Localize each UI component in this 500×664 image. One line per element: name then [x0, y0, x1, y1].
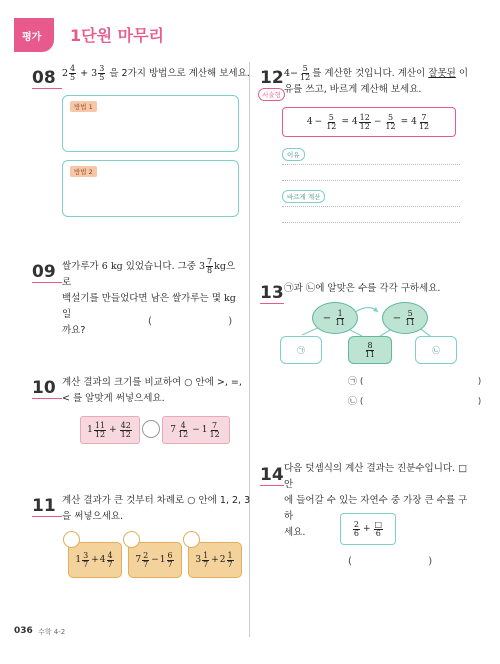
q09-number: 09: [32, 262, 56, 282]
q10-right-expression: 7 $\frac{4}{12}$ − 1 $\frac{7}{12}$: [162, 416, 230, 444]
q09-prompt: 쌀가루가 6 kg 있었습니다. 그중 3 $\frac{7}{8}$ kg으로 백설기를 만들었다면 남은 쌀가루는 몇 kg일 까요?: [62, 257, 236, 336]
q11-number: 11: [32, 496, 56, 516]
q13-prompt: ㉠과 ㉡에 알맞은 수를 각각 구하세요.: [284, 283, 441, 294]
page-number: 036: [14, 626, 33, 636]
q08-underline: [32, 88, 62, 89]
q13-box-a[interactable]: ㉠: [280, 336, 322, 364]
q13-answer-b[interactable]: ㉡ ( ): [348, 397, 482, 407]
header: [14, 18, 214, 46]
header-badge-text: 평가: [22, 32, 42, 43]
q11-card: 3 $\frac{1}{7}$ + 2 $\frac{1}{7}$: [188, 542, 242, 578]
q13-box-b[interactable]: ㉡: [415, 336, 457, 364]
q12-calculation-box: 4 − $\frac{5}{12}$ = 4 $\frac{12}{12}$ − $\frac{5}{12}$ = 4 $\frac{7}{12}$: [282, 107, 456, 137]
q09-answer-blank[interactable]: ( ): [148, 316, 233, 327]
q08-prompt: 2 $\frac{4}{5}$ + 3 $\frac{3}{5}$ 을 2가지 방법으로 계산해 보세요.: [62, 64, 250, 82]
q08-number: 08: [32, 68, 56, 88]
q11-underline: [32, 516, 62, 517]
q13-arrowhead: [373, 307, 378, 312]
method1-tag: 방법 1: [70, 101, 97, 112]
q12-correct-calc-line[interactable]: [282, 222, 460, 223]
q11-card: 1 $\frac{3}{7}$ + 4 $\frac{4}{7}$: [68, 542, 122, 578]
q12-number: 12: [260, 68, 284, 88]
column-divider: [249, 62, 250, 637]
q12-reason-line[interactable]: [282, 164, 460, 165]
q11-order-circle[interactable]: [183, 531, 200, 548]
q11-prompt: 계산 결과가 큰 것부터 차례로 ○ 안에 1, 2, 3 을 써넣으세요.: [62, 495, 251, 522]
q12-descriptive-badge: 서술형: [258, 88, 285, 101]
q14-expression-box: $\frac{2}{6}$ + $\frac{□}{6}$: [340, 513, 396, 545]
q11-order-circle[interactable]: [63, 531, 80, 548]
q09-underline: [32, 282, 62, 283]
q14-prompt: 다음 덧셈식의 계산 결과는 진분수입니다. □ 안 에 들어갈 수 있는 자연수 중 가장 큰 수를 구하 세요.: [284, 463, 468, 538]
q13-right-oval: − $\frac{5}{11}$: [382, 302, 428, 334]
q12-reason-tag: 이유: [282, 148, 305, 161]
q10-left-expression: 1 $\frac{11}{12}$ + $\frac{42}{12}$: [80, 416, 140, 444]
q14-number: 14: [260, 465, 284, 485]
q12-prompt: 4− $\frac{5}{12}$ 를 계산한 것입니다. 계산이 잘못된 이 유를 쓰고, 바르게 계산해 보세요.: [284, 64, 469, 95]
q10-prompt: 계산 결과의 크기를 비교하여 ○ 안에 >, =, < 를 알맞게 써넣으세요.: [62, 377, 242, 404]
page-title: 1단원 마무리: [70, 26, 164, 45]
method2-tag: 방법 2: [70, 166, 97, 177]
book-title: 수학 4-2: [38, 628, 66, 636]
q13-center-box: $\frac{8}{11}$: [348, 336, 392, 364]
q10-underline: [32, 398, 62, 399]
q13-number: 13: [260, 283, 284, 303]
q14-answer-blank[interactable]: ( ): [348, 556, 433, 567]
q10-number: 10: [32, 378, 56, 398]
q14-underline: [260, 485, 284, 486]
q11-card: 7 $\frac{2}{7}$ − 1 $\frac{6}{7}$: [128, 542, 182, 578]
q12-reason-line[interactable]: [282, 180, 460, 181]
q10-compare-circle[interactable]: [142, 420, 160, 438]
q11-order-circle[interactable]: [123, 531, 140, 548]
q14-blank-square[interactable]: □: [374, 519, 383, 529]
q13-left-oval: − $\frac{1}{11}$: [312, 302, 358, 334]
q12-correct-calc-line[interactable]: [282, 206, 460, 207]
q13-answer-a[interactable]: ㉠ ( ): [348, 377, 482, 387]
q12-correct-calc-tag: 바르게 계산: [282, 190, 325, 203]
